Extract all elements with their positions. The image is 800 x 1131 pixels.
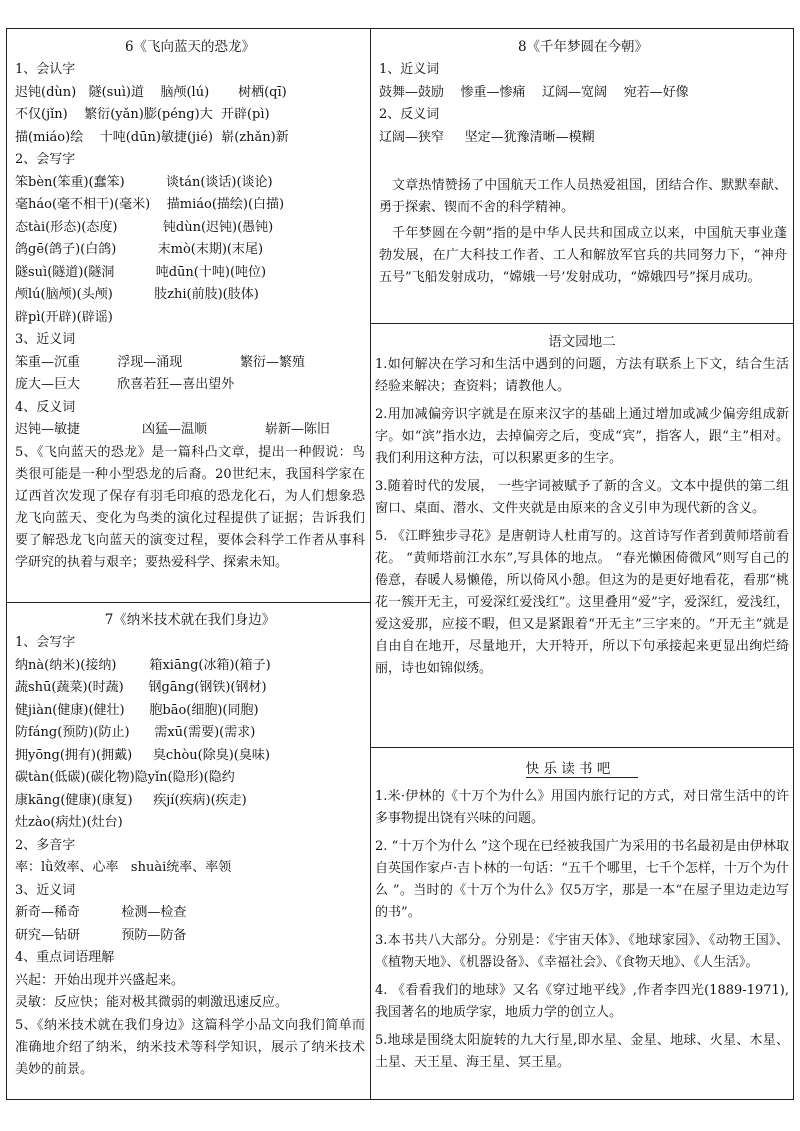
- reading-item-1: 1.米·伊林的《十万个为什么》用国内旅行记的方式，对日常生活中的许多事物提出饶有兴味的问题。: [375, 789, 789, 826]
- text-line: 健jiàn(健康)(健壮) 胞bāo(细胞)(同胞): [15, 702, 259, 718]
- lesson-8-section: [379, 33, 787, 321]
- column-divider: [370, 29, 371, 1099]
- right-section-divider-1: [370, 323, 793, 324]
- text-line: 1、近义词: [379, 62, 440, 77]
- text-line: 兴起：开始出现并兴盛起来。: [15, 972, 185, 988]
- text-line: 灶zào(病灶)(灶台): [15, 815, 123, 830]
- text-line: 纳nà(纳米)(接纳) 箱xiāng(冰箱)(箱子): [15, 657, 271, 673]
- text-line: 蔬shū(蔬菜)(时蔬) 钢gāng(钢铁)(钢材): [15, 680, 267, 695]
- lesson-7-title: 7《纳米技术就在我们身边》: [104, 612, 276, 628]
- garden-item-5: 5. 《江畔独步寻花》是唐朝诗人杜甫写的。这首诗写作者到黄师塔前看花。 “黄师塔前江水东”,写具体的地点。 “春光懒困倚微风”则写自己的倦意，春暖人易懒倦，所以倚风小憩。但这为的是更好地看花，看那“桃花一簇开无主，可爱深红爱浅红”。这里叠用“爱”字，爱深红，爱浅红，爱这爱那，应接不暇，但又是紧跟着“开无主”三字来的。“开无主”就是自由自在地开，尽量地开，大开特开，所以下句承接起来更显出绚烂绮丽，诗也如锦似绣。: [375, 529, 789, 676]
- reading-item-4: 4. 《看看我们的地球》又名《穿过地平线》,作者李四光(1889-1971),我国著名的地质学家，地质力学的创立人。: [375, 983, 789, 1020]
- text-line: 1、会认字: [15, 62, 76, 77]
- text-line: 1、会写字: [15, 635, 76, 650]
- text-line: 不仅(jǐn) 繁衍(yǎn)膨(péng)大 开辟(pì): [15, 107, 270, 122]
- document-sheet: [6, 28, 794, 1100]
- text-line: 灵敏：反应快；能对极其微弱的刺激迅速反应。: [15, 995, 289, 1010]
- text-line: 4、反义词: [15, 399, 76, 415]
- text-line: 研究—钻研 预防—防备: [15, 927, 187, 943]
- lesson-8-paragraph-1: 文章热情赞扬了中国航天工作人员热爱祖国，团结合作、默默奉献、勇于探索、锲而不舍的科学精神。: [379, 178, 787, 215]
- text-line: 2、会写字: [15, 152, 76, 167]
- right-section-divider-2: [370, 747, 793, 748]
- lesson-7-section: [15, 606, 365, 1098]
- reading-item-3: 3.本书共八大部分。分别是：《宇宙天体》、《地球家园》、《动物王国》、《植物天地》、《机器设备》、《幸福社会》、《食物天地》、《人生活》。: [375, 933, 789, 970]
- text-line: 笨bèn(笨重)(蠢笨) 谈tán(谈话)(谈论): [15, 174, 273, 190]
- lesson-6-lines: [15, 59, 365, 442]
- garden-item-1: 1.如何解决在学习和生活中遇到的问题，方法有联系上下文，结合生活经验来解决；查资料；请教他人。: [375, 357, 789, 394]
- text-line: 2、反义词: [379, 107, 440, 122]
- lesson-6-title: 6《飞向蓝天的恐龙》: [124, 39, 256, 55]
- reading-item-2: 2. “十万个为什么 ”这个现在已经被我国广为采用的书名最初是由伊林取自英国作家卢·吉卜林的一句话：“五千个哪里，七千个怎样，十万个为什么 ”。当时的《十万个为什么》仅5万字，那是一本“在屋子里边走边写的书”。: [375, 839, 789, 920]
- lesson-8-paragraph-2: 千年梦圆在今朝”指的是中华人民共和国成立以来，中国航天事业蓬勃发展，在广大科技工作者、工人和解放军官兵的共同努力下，“神舟五号”飞船发射成功，“嫦娥一号’发射成功，“嫦娥四号”探月成功。: [379, 226, 787, 285]
- chinese-garden-2-title: 语文园地二: [548, 334, 616, 350]
- text-line: 毫háo(毫不相干)(毫米) 描miáo(描绘)(白描): [15, 197, 285, 212]
- text-line: 3、近义词: [15, 332, 76, 347]
- text-line: 迟钝—敏捷 凶猛—温顺 崭新—陈旧: [15, 422, 330, 437]
- text-line: 拥yōng(拥有)(拥戴) 臭chòu(除臭)(臭味): [15, 747, 270, 763]
- lesson-8-title: 8《千年梦圆在今朝》: [517, 39, 649, 55]
- happy-reading-title: 快 乐 读 书 吧: [526, 757, 639, 778]
- chinese-garden-2-section: [375, 328, 789, 744]
- garden-item-3: 3.随着时代的发展， 一些字词被赋予了新的含义。文本中提供的第二组窗口、桌面、潜水、文件夹就是由原来的含义引申为现代新的含义。: [375, 479, 789, 516]
- text-line: 新奇—稀奇 检测—检查: [15, 905, 187, 920]
- text-line: 防fáng(预防)(防止) 需xū(需要)(需求): [15, 725, 256, 740]
- text-line: 鼓舞—鼓励 惨重—惨痛 辽阔—宽阔 宛若—好像: [379, 84, 689, 100]
- text-line: 态tài(形态)(态度) 钝dùn(迟钝)(愚钝): [15, 219, 274, 235]
- reading-item-5: 5.地球是围绕太阳旋转的九大行星,即水星、金星、地球、火星、木星、土星、天王星、海王星、冥王星。: [375, 1033, 789, 1070]
- garden-item-2: 2.用加减偏旁识字就是在原来汉字的基础上通过增加或减少偏旁组成新字。如“滨”指水边，去掉偏旁之后，变成“宾”，指客人，跟“主”相对。我们利用这种方法，可以积累更多的生字。: [375, 407, 789, 466]
- text-line: 辽阔—狭窄 坚定—犹豫清晰—模糊: [379, 129, 595, 145]
- text-line: 庞大—巨大 欣喜若狂—喜出望外: [15, 377, 235, 392]
- text-line: 辟pì(开辟)(辟谣): [15, 309, 113, 325]
- lesson-6-summary: 5、《飞向蓝天的恐龙》是一篇科凸文章，提出一种假说：鸟类很可能是一种小型恐龙的后裔。20世纪末，我国科学家在辽西首次发现了保存有羽毛印痕的恐龙化石，为人们想象恐龙飞向蓝天、变化为鸟类的演化过程提供了证据；告诉我们要了解恐龙飞向蓝天的演变过程，要体会科学工作者从事科学研究的执着与艰辛；要热爱科学、探索未知。: [15, 444, 365, 570]
- text-line: 描(miáo)绘 十吨(dūn)敏捷(jié) 崭(zhǎn)新: [15, 129, 289, 145]
- lesson-8-lines: [379, 59, 787, 149]
- text-line: 3、近义词: [15, 882, 76, 898]
- lesson-7-summary: 5、《纳米技术就在我们身边》这篇科学小品文向我们简单而准确地介绍了纳米，纳米技术等科学知识，展示了纳米技术美妙的前景。: [15, 1017, 365, 1077]
- text-line: 颅lú(脑颅)(头颅) 肢zhi(前肢)(肢体): [15, 287, 259, 302]
- left-section-divider: [7, 602, 370, 603]
- lesson-6-section: [15, 33, 365, 599]
- lesson-7-lines: [15, 632, 365, 1015]
- text-line: 康kāng(健康)(康复) 疾jí(疾病)(疾走): [15, 792, 247, 808]
- text-line: 迟钝(dùn) 隧(suì)道 脑颅(lú) 树栖(qī): [15, 84, 287, 100]
- text-line: 2、多音字: [15, 837, 76, 853]
- text-line: 笨重—沉重 浮现—涌现 繁衍—繁殖: [15, 354, 306, 370]
- text-line: 4、重点词语理解: [15, 950, 115, 965]
- text-line: 率：lǜ效率、心率 shuài统率、率领: [15, 860, 232, 875]
- text-line: 鸽gē(鸽子)(白鸽) 末mò(末期)(末尾): [15, 242, 264, 257]
- happy-reading-section: [375, 755, 789, 1099]
- text-line: 隧suì(隧道)(隧洞 吨dūn(十吨)(吨位): [15, 264, 267, 280]
- text-line: 碳tàn(低碳)(碳化物)隐yǐn(隐形)(隐约: [15, 770, 235, 785]
